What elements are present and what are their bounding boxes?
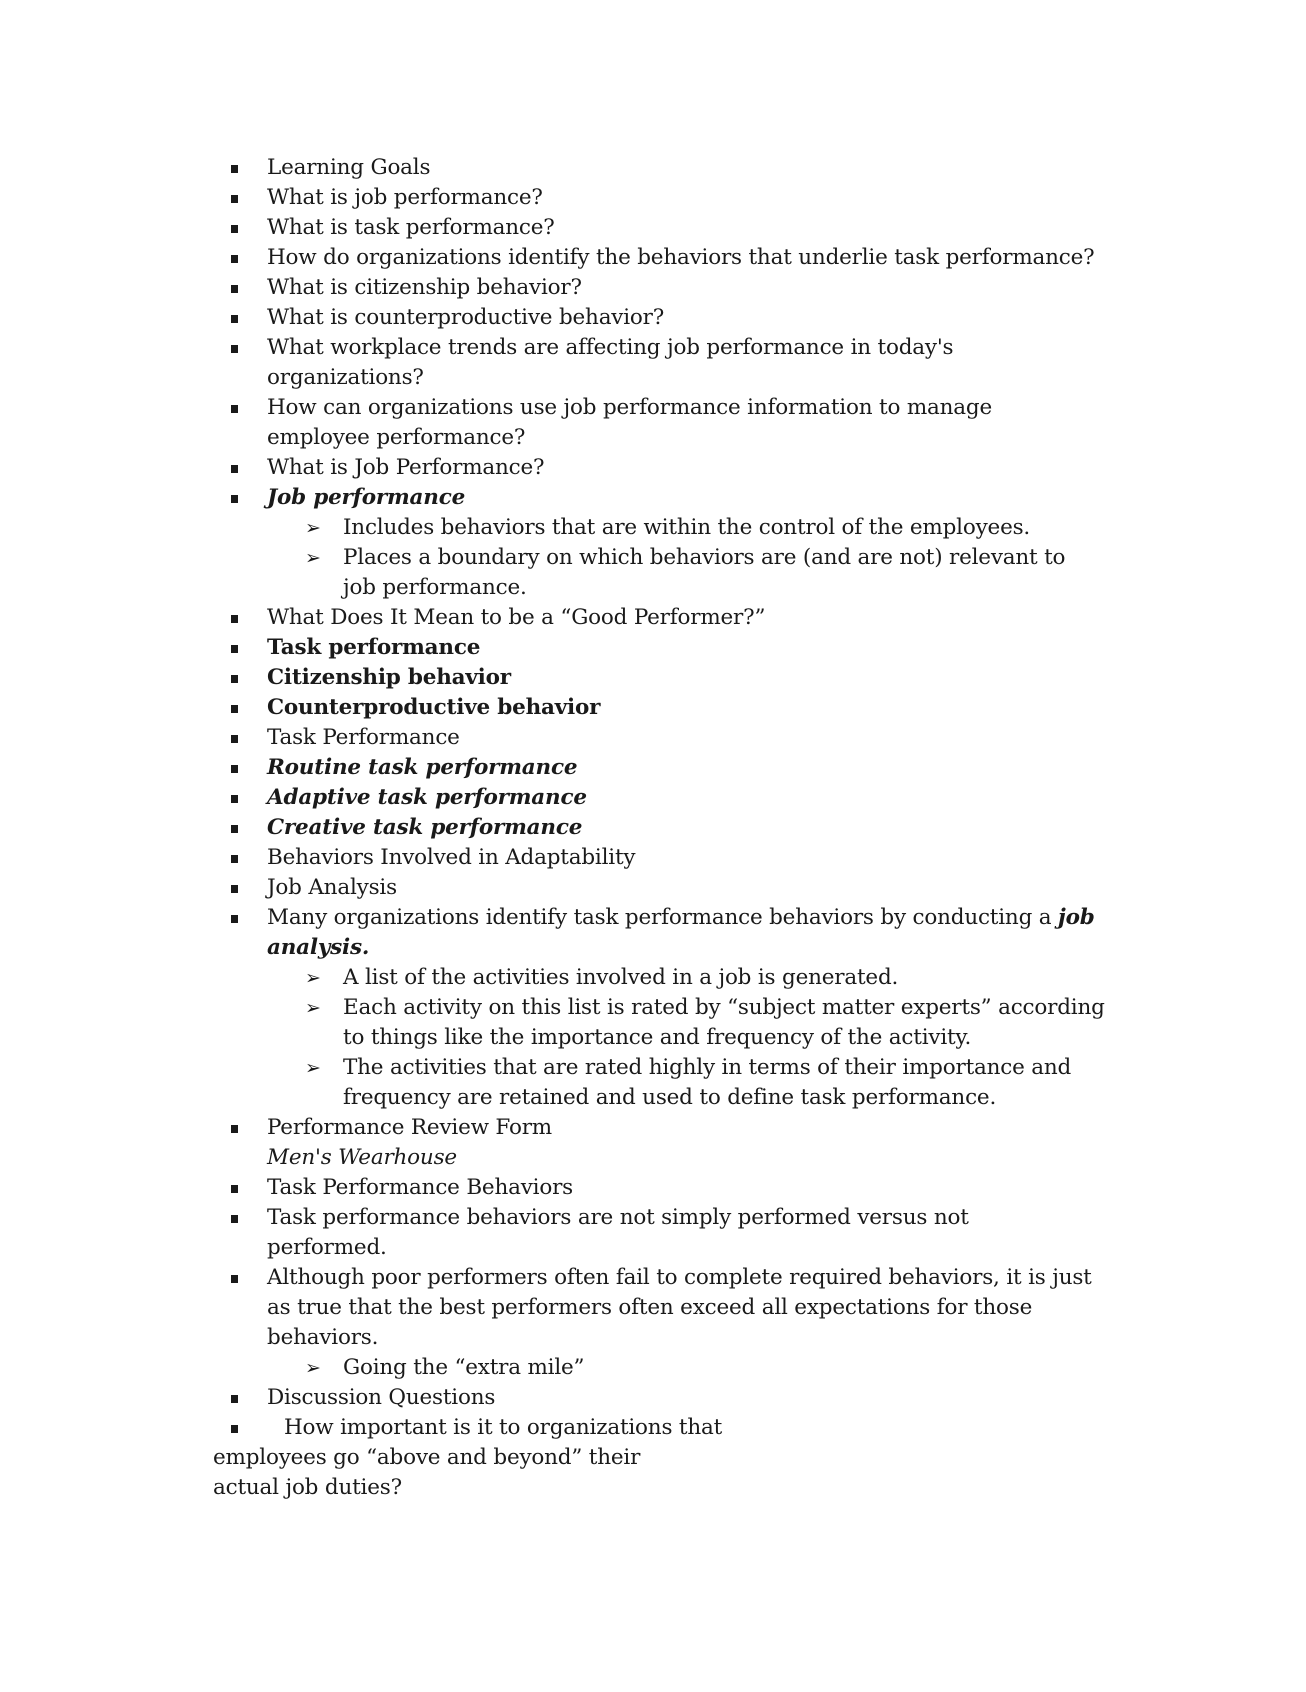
line-text	[343, 1083, 996, 1113]
line-text	[267, 423, 525, 453]
square-bullet-icon	[231, 645, 238, 653]
line-text	[267, 1263, 1092, 1293]
line-text-content: What Does It Mean to be a “Good Performer?”	[267, 605, 766, 630]
arrow-bullet-icon: ➢	[305, 547, 321, 569]
outline-line	[0, 273, 1306, 303]
outline-line	[0, 603, 1306, 633]
square-bullet-icon	[231, 315, 238, 323]
line-text	[267, 1203, 969, 1233]
outline-line	[0, 1083, 1306, 1113]
square-bullet-icon	[231, 795, 238, 803]
outline-line	[0, 843, 1306, 873]
line-text-content: Counterproductive behavior	[267, 695, 601, 720]
line-text	[267, 1113, 552, 1143]
outline-line	[0, 1173, 1306, 1203]
outline-line	[0, 813, 1306, 843]
outline-line	[0, 753, 1306, 783]
outline-line	[0, 663, 1306, 693]
outline-line	[0, 393, 1306, 423]
line-text	[284, 1413, 722, 1443]
square-bullet-icon	[231, 495, 238, 503]
outline-line	[0, 933, 1306, 963]
square-bullet-icon	[231, 225, 238, 233]
line-text	[213, 1443, 640, 1473]
line-text	[267, 363, 424, 393]
line-text-content: Behaviors Involved in Adaptability	[267, 845, 636, 870]
arrow-bullet-icon: ➢	[305, 967, 321, 989]
square-bullet-icon	[231, 1275, 238, 1283]
outline-line	[0, 1443, 1306, 1473]
line-text-content: Job Analysis	[267, 875, 397, 900]
outline-line	[0, 573, 1306, 603]
line-text-content: Job performance	[267, 485, 466, 510]
outline-line	[0, 363, 1306, 393]
line-text	[267, 753, 577, 783]
line-text-content: Adaptive task performance	[267, 785, 587, 810]
outline-line	[0, 1023, 1306, 1053]
square-bullet-icon	[231, 675, 238, 683]
line-text	[267, 393, 992, 423]
square-bullet-icon	[231, 1425, 238, 1433]
square-bullet-icon	[231, 1185, 238, 1193]
line-text-content: Discussion Questions	[267, 1385, 496, 1410]
outline-line	[0, 513, 1306, 543]
line-text-content: as true that the best performers often exceed all expectations for those	[267, 1295, 1033, 1320]
arrow-bullet-icon: ➢	[305, 1057, 321, 1079]
arrow-bullet-icon: ➢	[305, 517, 321, 539]
outline-line	[0, 1293, 1306, 1323]
line-text	[267, 933, 369, 963]
line-text	[267, 243, 1094, 273]
square-bullet-icon	[231, 765, 238, 773]
line-text-content: Includes behaviors that are within the control of the employees.	[343, 515, 1031, 540]
square-bullet-icon	[231, 855, 238, 863]
outline-line	[0, 1413, 1306, 1443]
square-bullet-icon	[231, 345, 238, 353]
outline-line	[0, 693, 1306, 723]
outline-line	[0, 633, 1306, 663]
square-bullet-icon	[231, 195, 238, 203]
line-text-content: actual job duties?	[213, 1475, 402, 1500]
outline-line	[0, 213, 1306, 243]
line-text-content: Citizenship behavior	[267, 665, 511, 690]
outline-line	[0, 963, 1306, 993]
line-text-content: How important is it to organizations that	[284, 1415, 723, 1440]
square-bullet-icon	[231, 825, 238, 833]
square-bullet-icon	[231, 1395, 238, 1403]
line-text	[267, 633, 480, 663]
outline-line	[0, 723, 1306, 753]
line-text	[267, 333, 953, 363]
outline-line	[0, 453, 1306, 483]
line-text-content: A list of the activities involved in a job is generated.	[343, 965, 899, 990]
line-text-content: What is task performance?	[267, 215, 555, 240]
outline-line	[0, 1113, 1306, 1143]
line-text	[267, 693, 600, 723]
line-text-content: What is counterproductive behavior?	[267, 305, 665, 330]
square-bullet-icon	[231, 405, 238, 413]
line-text-content: How can organizations use job performance information to manage	[267, 395, 992, 420]
line-text	[267, 1233, 387, 1263]
line-text	[267, 723, 460, 753]
line-text-content: What is citizenship behavior?	[267, 275, 582, 300]
line-text-content: behaviors.	[267, 1325, 379, 1350]
line-text	[267, 663, 511, 693]
line-text	[267, 843, 635, 873]
outline-line	[0, 1473, 1306, 1503]
line-text-content: job performance.	[343, 575, 527, 600]
arrow-bullet-icon: ➢	[305, 997, 321, 1019]
outline-line	[0, 1053, 1306, 1083]
outline-line	[0, 1263, 1306, 1293]
square-bullet-icon	[231, 1215, 238, 1223]
line-text	[267, 1323, 378, 1353]
line-text	[343, 1353, 584, 1383]
outline-line	[0, 1233, 1306, 1263]
line-text-content: employee performance?	[267, 425, 526, 450]
line-text-content: Task Performance	[267, 725, 460, 750]
line-text-content: analysis.	[267, 935, 370, 960]
square-bullet-icon	[231, 1125, 238, 1133]
outline-line	[0, 543, 1306, 573]
line-text	[267, 483, 465, 513]
line-text	[267, 153, 430, 183]
line-text-content: Task performance	[267, 635, 481, 660]
outline-line	[0, 1323, 1306, 1353]
line-text	[267, 873, 397, 903]
line-text	[343, 993, 1105, 1023]
line-text	[343, 543, 1065, 573]
line-text	[267, 1143, 457, 1173]
square-bullet-icon	[231, 255, 238, 263]
line-text	[267, 453, 544, 483]
square-bullet-icon	[231, 615, 238, 623]
line-text-content: employees go “above and beyond” their	[213, 1445, 641, 1470]
square-bullet-icon	[231, 705, 238, 713]
line-text	[343, 963, 898, 993]
line-text-content: What workplace trends are affecting job performance in today's	[267, 335, 954, 360]
line-text-content: Routine task performance	[267, 755, 578, 780]
line-text	[267, 1383, 495, 1413]
square-bullet-icon	[231, 885, 238, 893]
outline-line	[0, 333, 1306, 363]
line-text-content: Creative task performance	[267, 815, 583, 840]
outline-line	[0, 303, 1306, 333]
outline-line	[0, 153, 1306, 183]
square-bullet-icon	[231, 915, 238, 923]
square-bullet-icon	[231, 735, 238, 743]
line-text-content: Places a boundary on which behaviors are (and are not) relevant to	[343, 545, 1066, 570]
line-text-content: performed.	[267, 1235, 387, 1260]
emphasized-term: job	[1058, 905, 1095, 930]
line-text-content: Learning Goals	[267, 155, 431, 180]
line-text	[267, 603, 765, 633]
line-text	[267, 783, 587, 813]
line-text-content: Many organizations identify task performance behaviors by conducting a	[267, 905, 1059, 930]
outline-line	[0, 993, 1306, 1023]
arrow-bullet-icon: ➢	[305, 1357, 321, 1379]
outline-line	[0, 1143, 1306, 1173]
line-text-content: What is Job Performance?	[267, 455, 545, 480]
outline-line	[0, 783, 1306, 813]
line-text	[343, 1053, 1071, 1083]
outline-line	[0, 483, 1306, 513]
line-text-content: organizations?	[267, 365, 424, 390]
square-bullet-icon	[231, 165, 238, 173]
line-text-content: The activities that are rated highly in terms of their importance and	[343, 1055, 1072, 1080]
line-text	[343, 1023, 971, 1053]
line-text-content: Performance Review Form	[267, 1115, 552, 1140]
line-text	[267, 303, 664, 333]
document-body	[0, 153, 1306, 1503]
line-text-content: Task performance behaviors are not simply performed versus not	[267, 1205, 969, 1230]
line-text-content: How do organizations identify the behaviors that underlie task performance?	[267, 245, 1095, 270]
outline-line	[0, 1383, 1306, 1413]
outline-line	[0, 1353, 1306, 1383]
line-text-content: Although poor performers often fail to complete required behaviors, it is just	[267, 1265, 1092, 1290]
line-text-content: Each activity on this list is rated by “subject matter experts” according	[343, 995, 1105, 1020]
outline-line	[0, 183, 1306, 213]
outline-line	[0, 423, 1306, 453]
line-text-content: to things like the importance and frequency of the activity.	[343, 1025, 972, 1050]
line-text	[267, 903, 1095, 933]
line-text-content: Task Performance Behaviors	[267, 1175, 573, 1200]
line-text	[267, 1293, 1032, 1323]
line-text	[213, 1473, 402, 1503]
line-text	[267, 813, 582, 843]
line-text	[267, 1173, 573, 1203]
line-text-content: frequency are retained and used to define task performance.	[343, 1085, 997, 1110]
line-text-content: Going the “extra mile”	[343, 1355, 585, 1380]
outline-line	[0, 1203, 1306, 1233]
square-bullet-icon	[231, 285, 238, 293]
outline-line	[0, 903, 1306, 933]
line-text-content: What is job performance?	[267, 185, 543, 210]
line-text	[343, 573, 527, 603]
line-text	[267, 273, 582, 303]
line-text-content: Men's Wearhouse	[267, 1145, 457, 1170]
outline-line	[0, 243, 1306, 273]
line-text	[267, 213, 555, 243]
line-text	[267, 183, 543, 213]
square-bullet-icon	[231, 465, 238, 473]
line-text	[343, 513, 1030, 543]
outline-line	[0, 873, 1306, 903]
